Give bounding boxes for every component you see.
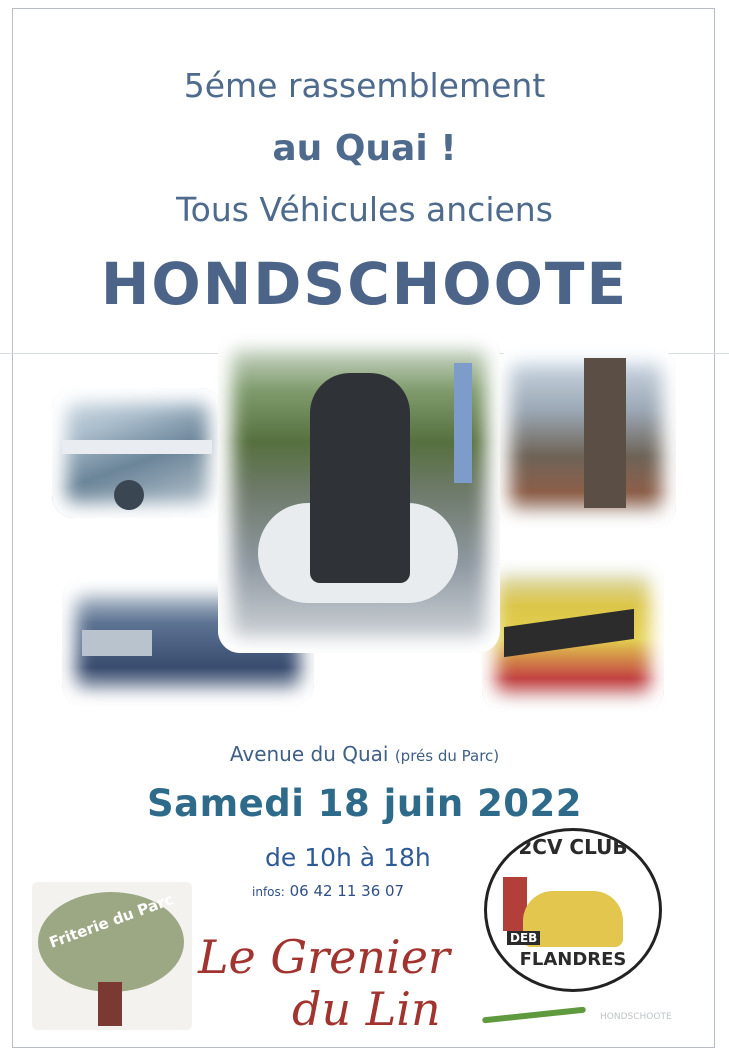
grenier-line-2: du Lin [292,982,441,1036]
event-address [0,742,729,766]
headline-vehicles: Tous Véhicules anciens [176,190,553,229]
friterie-name: Friterie du Parc [46,890,176,952]
club-name-top: 2CV CLUB [518,835,628,859]
event-hours: de 10h à 18h [265,843,431,872]
event-date: Samedi 18 juin 2022 [146,782,583,825]
club-name-bottom: FLANDRES [519,949,627,970]
infos-phone: 06 42 11 36 07 [289,882,405,900]
grenier-line-1: Le Grenier [198,930,450,984]
headline-edition: 5éme rassemblement [183,66,546,105]
scooter-rider-photo [218,333,500,653]
2cv-club-logo [484,828,662,992]
event-infos [252,882,404,900]
grenier-du-lin-logo [196,930,482,1038]
headline-location: au Quai ! [272,128,457,169]
club-badge: DEB [507,931,540,945]
vw-bus-photo [52,388,222,518]
rally-car-photo [482,560,664,712]
infos-label: infos: [252,885,285,899]
green-swoosh-logo [482,1000,592,1034]
footer-town-text: HONDSCHOOTE [600,1012,672,1022]
address-note: (prés du Parc) [394,747,500,765]
address-main: Avenue du Quai [229,742,389,766]
church-photo [496,348,676,528]
friterie-logo [32,882,192,1030]
city-title: HONDSCHOOTE [100,250,629,318]
